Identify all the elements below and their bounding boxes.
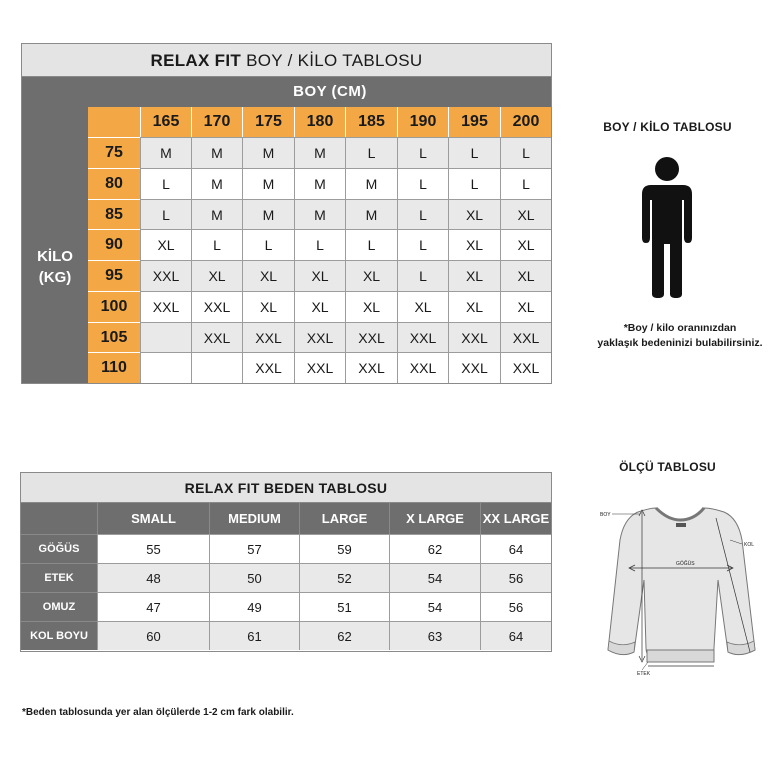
beden-cell: 49 xyxy=(209,592,299,621)
size-cell: M xyxy=(191,168,242,199)
beden-cell: 50 xyxy=(209,563,299,592)
beden-cell: 62 xyxy=(299,621,389,650)
beden-col-header: X LARGE xyxy=(389,503,480,534)
weight-label-110: 110 xyxy=(88,352,140,382)
beden-col-header: SMALL xyxy=(97,503,209,534)
size-cell: M xyxy=(242,199,294,230)
size-cell: XXL xyxy=(140,291,191,322)
side-boy-kilo-heading: BOY / KİLO TABLOSU xyxy=(603,120,732,134)
size-cell: M xyxy=(345,168,397,199)
kilo-kg-label: KİLO (KG) xyxy=(22,151,88,383)
height-header-165: 165 xyxy=(140,107,191,137)
size-cell: M xyxy=(191,137,242,168)
size-cell: XXL xyxy=(191,322,242,353)
size-cell: XL xyxy=(500,199,551,230)
beden-cell: 54 xyxy=(389,563,480,592)
size-cell xyxy=(140,352,191,383)
beden-cell: 54 xyxy=(389,592,480,621)
beden-cell: 62 xyxy=(389,534,480,563)
beden-cell: 47 xyxy=(97,592,209,621)
size-cell: XXL xyxy=(448,322,500,353)
person-silhouette-icon xyxy=(640,156,694,298)
footnote: *Beden tablosunda yer alan ölçülerde 1-2 cm fark olabilir. xyxy=(22,707,294,718)
boy-kilo-table xyxy=(21,43,552,384)
weight-label-105: 105 xyxy=(88,322,140,352)
beden-col-header: XX LARGE xyxy=(480,503,551,534)
weight-label-85: 85 xyxy=(88,199,140,229)
beden-header-corner xyxy=(21,503,97,534)
size-cell xyxy=(191,352,242,383)
beden-cell: 52 xyxy=(299,563,389,592)
boy-cm-label: BOY (CM) xyxy=(293,83,367,100)
size-cell: L xyxy=(397,199,448,230)
beden-table xyxy=(20,472,552,652)
diagram-label-boy: BOY xyxy=(600,512,611,518)
beden-row-label: GÖĞÜS xyxy=(21,534,97,563)
beden-cell: 59 xyxy=(299,534,389,563)
size-cell: XXL xyxy=(242,352,294,383)
size-cell: M xyxy=(345,199,397,230)
size-cell: L xyxy=(397,168,448,199)
beden-cell: 64 xyxy=(480,534,551,563)
size-cell: L xyxy=(345,229,397,260)
beden-row-label: OMUZ xyxy=(21,592,97,621)
beden-cell: 56 xyxy=(480,563,551,592)
size-cell: XL xyxy=(448,291,500,322)
beden-cell: 56 xyxy=(480,592,551,621)
size-cell: XL xyxy=(242,260,294,291)
beden-cell: 60 xyxy=(97,621,209,650)
size-cell: XL xyxy=(448,260,500,291)
size-cell: L xyxy=(397,229,448,260)
size-cell: M xyxy=(242,137,294,168)
size-cell: M xyxy=(242,168,294,199)
boy-kilo-table-title: RELAX FIT BOY / KİLO TABLOSU xyxy=(22,44,551,77)
beden-row-label: KOL BOYU xyxy=(21,621,97,650)
beden-cell: 64 xyxy=(480,621,551,650)
size-cell: XL xyxy=(500,260,551,291)
size-cell: M xyxy=(140,137,191,168)
size-cell: L xyxy=(140,199,191,230)
diagram-label-gogus: GÖĞÜS xyxy=(676,561,695,567)
diagram-label-etek: ETEK xyxy=(637,671,651,677)
size-cell: XL xyxy=(500,229,551,260)
size-cell: L xyxy=(500,137,551,168)
size-cell: XXL xyxy=(448,352,500,383)
size-cell: XL xyxy=(294,260,345,291)
olcu-heading: ÖLÇÜ TABLOSU xyxy=(619,460,716,474)
height-header-190: 190 xyxy=(397,107,448,137)
size-cell: L xyxy=(397,260,448,291)
beden-table-title: RELAX FIT BEDEN TABLOSU xyxy=(21,473,551,503)
beden-cell: 57 xyxy=(209,534,299,563)
size-cell: XXL xyxy=(500,352,551,383)
size-cell: L xyxy=(500,168,551,199)
beden-cell: 61 xyxy=(209,621,299,650)
size-cell: L xyxy=(191,229,242,260)
size-cell: XL xyxy=(345,291,397,322)
size-cell: XXL xyxy=(294,322,345,353)
size-cell: XXL xyxy=(397,322,448,353)
size-cell: XXL xyxy=(294,352,345,383)
size-cell: XXL xyxy=(242,322,294,353)
beden-cell: 63 xyxy=(389,621,480,650)
size-cell: XXL xyxy=(140,260,191,291)
size-cell: XL xyxy=(448,199,500,230)
size-cell: L xyxy=(242,229,294,260)
size-cell: XXL xyxy=(345,352,397,383)
weight-label-75: 75 xyxy=(88,137,140,167)
size-cell: L xyxy=(397,137,448,168)
weight-label-80: 80 xyxy=(88,168,140,198)
height-header-195: 195 xyxy=(448,107,500,137)
size-cell: L xyxy=(448,168,500,199)
height-header-185: 185 xyxy=(345,107,397,137)
size-cell: XL xyxy=(448,229,500,260)
size-cell: M xyxy=(294,168,345,199)
size-cell: M xyxy=(294,137,345,168)
weight-label-100: 100 xyxy=(88,291,140,321)
size-cell: XXL xyxy=(191,291,242,322)
size-cell: XL xyxy=(242,291,294,322)
size-cell: XL xyxy=(294,291,345,322)
beden-row-label: ETEK xyxy=(21,563,97,592)
weight-label-95: 95 xyxy=(88,260,140,290)
size-cell: XXL xyxy=(500,322,551,353)
size-cell: XL xyxy=(191,260,242,291)
size-cell: XL xyxy=(345,260,397,291)
height-header-180: 180 xyxy=(294,107,345,137)
height-header-170: 170 xyxy=(191,107,242,137)
beden-cell: 51 xyxy=(299,592,389,621)
size-cell: L xyxy=(140,168,191,199)
size-cell: XL xyxy=(397,291,448,322)
sweatshirt-measurement-diagram xyxy=(590,500,775,678)
weight-label-90: 90 xyxy=(88,229,140,259)
boy-kilo-note: *Boy / kilo oranınızdan yaklaşık bedeninizi bulabilirsiniz. xyxy=(597,322,763,349)
size-cell: L xyxy=(294,229,345,260)
size-cell: XL xyxy=(500,291,551,322)
height-header-175: 175 xyxy=(242,107,294,137)
beden-cell: 55 xyxy=(97,534,209,563)
size-cell: L xyxy=(448,137,500,168)
size-cell: XXL xyxy=(397,352,448,383)
size-cell xyxy=(140,322,191,353)
size-cell: XL xyxy=(140,229,191,260)
size-cell: XXL xyxy=(345,322,397,353)
size-cell: L xyxy=(345,137,397,168)
beden-col-header: MEDIUM xyxy=(209,503,299,534)
beden-cell: 48 xyxy=(97,563,209,592)
height-header-200: 200 xyxy=(500,107,551,137)
diagram-label-kol: KOL xyxy=(744,542,755,548)
size-cell: M xyxy=(294,199,345,230)
beden-col-header: LARGE xyxy=(299,503,389,534)
size-cell: M xyxy=(191,199,242,230)
